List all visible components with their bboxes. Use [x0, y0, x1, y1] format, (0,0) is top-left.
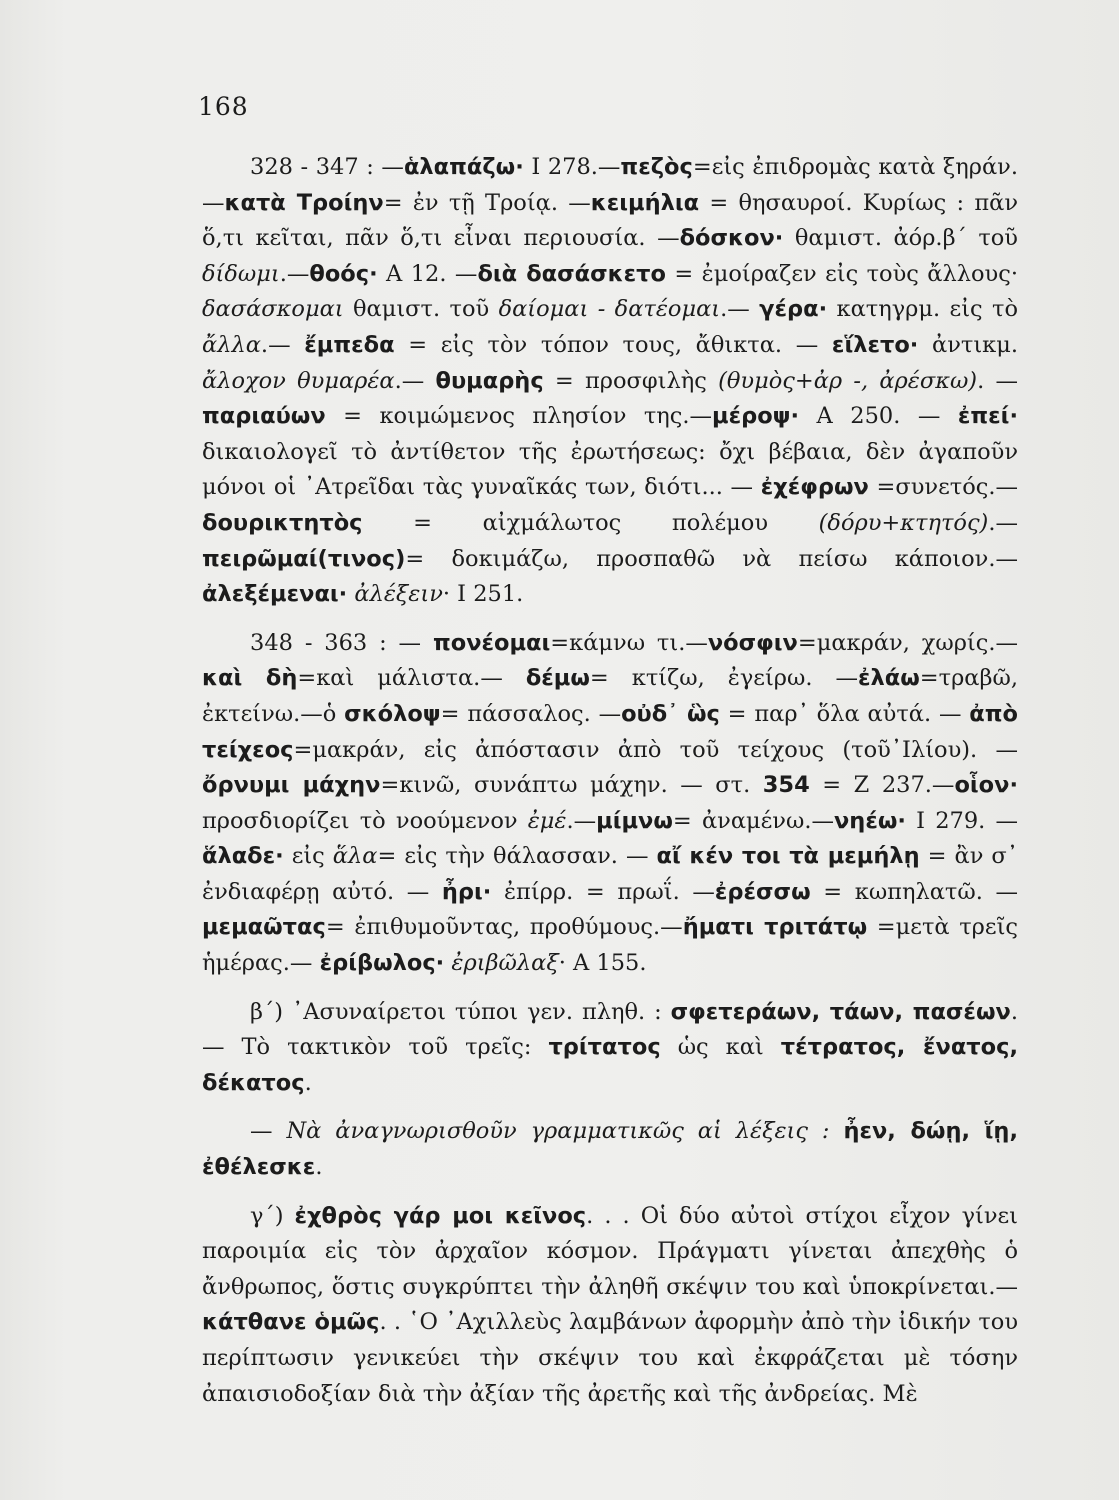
italic-form: ἄλοχον θυμαρέα: [202, 367, 395, 394]
lemma-term: δέμω: [525, 665, 590, 692]
lemma-term: μέροψ·: [712, 403, 800, 430]
text-run: =κάμνω τι.—: [550, 629, 708, 656]
lemma-term: ὄρνυμι μάχην: [202, 772, 381, 799]
text-run: =μακράν, χωρίς.—: [797, 629, 1018, 656]
lemma-term: οὐδ᾿ ὣς: [621, 700, 720, 727]
lemma-term: ἐρίβωλος·: [319, 950, 445, 977]
paragraph-exercise: [202, 1114, 1018, 1185]
text-run: 328 - 347 : —: [250, 154, 404, 180]
lemma-term: πειρῶμαί(τινος): [202, 545, 406, 572]
lemma-term: κάτθανε ὁμῶς: [202, 1309, 380, 1336]
lemma-term: δουρικτητὸς: [202, 509, 363, 536]
text-run: =καὶ μάλιστα.—: [297, 665, 526, 692]
text-run: προσδιορίζει τὸ νοούμενον: [202, 807, 528, 834]
text-run: = κτίζω, ἐγείρω. —: [589, 665, 858, 692]
lemma-term: γέρα·: [759, 296, 828, 323]
text-run: 348 - 363 : —: [250, 629, 433, 656]
text-run: . —: [977, 367, 1018, 394]
lemma-term: κειμήλια: [590, 189, 700, 216]
text-run: = αἰχμάλωτος πολέμου: [362, 509, 819, 536]
text-run: · Ι 251.: [442, 581, 524, 608]
text-run: .—: [566, 807, 597, 834]
lemma-term: ἀλεξέμεναι·: [202, 581, 348, 608]
italic-form: ἄλλα: [202, 331, 261, 358]
italic-form: ἀλέξειν: [354, 581, 443, 608]
text-run: = ἐν τῇ Τροίᾳ. —: [383, 189, 591, 216]
text-run: ἐπίρρ. = πρωΐ. —: [491, 878, 715, 905]
text-run: .—: [720, 296, 760, 323]
text-run: =μετὰ τρεῖς ἡμέρας.—: [202, 914, 1018, 977]
text-run: κατηγρμ. εἰς τὸ: [827, 296, 1018, 323]
lemma-term: σφετεράων, τάων, πασέων: [670, 998, 1011, 1025]
lemma-term: θυμαρὴς: [435, 367, 544, 394]
text-run: = κοιμώμενος πλησίον της.—: [325, 403, 713, 430]
lemma-term: 354: [762, 772, 810, 799]
lemma-term: ἐρέσσω: [714, 878, 811, 905]
lemma-term: αἴ κέν τοι τὰ μεμήλῃ: [656, 843, 920, 870]
text-run: —: [250, 1118, 287, 1145]
paragraph-beta: [202, 995, 1018, 1102]
text-run: θαμιστ. τοῦ: [343, 296, 499, 323]
text-run: = Ζ 237.—: [809, 772, 955, 799]
lemma-term: δόσκον·: [679, 225, 784, 252]
text-run: = προσφιλὴς: [543, 367, 719, 394]
lemma-term: θοός·: [309, 260, 378, 287]
lemma-term: μεμαῶτας: [202, 914, 326, 941]
text-run: . — Τὸ τακτικὸν τοῦ τρεῖς:: [202, 998, 1018, 1061]
italic-form: (δόρυ+κτητός): [818, 509, 989, 536]
text-run: .: [315, 1154, 323, 1181]
text-run: γ΄): [250, 1202, 295, 1229]
lemma-term: τρίτατος: [548, 1034, 661, 1061]
lemma-term: ἔμπεδα: [304, 331, 395, 358]
lemma-term: παριαύων: [202, 403, 326, 430]
lemma-term: ἐπεί·: [957, 403, 1018, 430]
text-run: = κωπηλατῶ. —: [810, 878, 1018, 905]
text-run: Ι 278.—: [523, 154, 621, 180]
lemma-term: πονέομαι: [432, 629, 551, 656]
text-run: = παρ᾿ ὅλα αὐτά. —: [719, 700, 970, 727]
text-run: Α 12. —: [377, 260, 478, 287]
lemma-term: ἤματι τριτάτῳ: [682, 914, 868, 941]
lemma-term: ἀπὸ τείχεος: [202, 700, 1018, 763]
lemma-term: ἐλάω: [857, 665, 920, 692]
paragraph-gamma: [202, 1199, 1018, 1413]
text-run: = ἐπιθυμοῦντας, προθύμους.—: [325, 914, 683, 941]
lemma-term: σκόλοψ: [344, 700, 441, 727]
lemma-term: μίμνω: [596, 807, 673, 834]
italic-form: δίδωμι: [202, 260, 280, 287]
text-run: =τραβῶ, ἐκτείνω.—ὁ: [202, 665, 1018, 727]
text-run: = εἰς τὴν θάλασσαν. —: [377, 843, 657, 870]
italic-form: (θυμὸς+ἀρ -, ἀρέσκω): [718, 367, 978, 394]
italic-form: δασάσκομαι: [202, 296, 344, 323]
lemma-term: εἵλετο·: [831, 331, 919, 358]
text-run: .—: [988, 509, 1018, 536]
italic-form: δαίομαι - δατέομαι: [498, 296, 721, 323]
lemma-term: νηέω·: [833, 807, 906, 834]
italic-form: ἐριβῶλαξ: [451, 950, 559, 977]
text-run: =συνετός.—: [868, 474, 1018, 501]
italic-form: Νὰ ἀναγνωρισθοῦν γραμματικῶς αἱ λέξεις :: [286, 1118, 830, 1145]
lemma-term: διὰ δασάσκετο: [477, 260, 666, 287]
lemma-term: οἷον·: [954, 772, 1018, 799]
paragraph-348-363: [202, 626, 1018, 982]
lemma-term: ἦεν, δώῃ, ἵῃ, ἐθέλεσκε: [202, 1118, 1018, 1181]
lemma-term: πεζὸς: [620, 154, 693, 180]
lemma-term: κατὰ Τροίην: [224, 189, 384, 216]
text-run: Ι 279. —: [905, 807, 1018, 834]
lemma-term: ἐχθρὸς γάρ μοι κεῖνος: [294, 1202, 587, 1229]
text-run: = ἂν σ᾿ ἐνδιαφέρῃ αὐτό. —: [202, 843, 1018, 905]
text-run: δικαιολογεῖ τὸ ἀντίθετον τῆς ἐρωτήσεως: ὄχι βέβαια, δὲν ἀγαποῦν μόνοι οἱ ᾿Ατρεῖδαι τὰς γυναῖκάς των, διότι... —: [202, 438, 1018, 501]
text-run: = πάσσαλος. —: [440, 700, 622, 727]
text-run: εἰς: [283, 843, 333, 870]
lemma-term: ἦρι·: [441, 878, 492, 905]
text-run: . . ῾Ο ᾿Αχιλλεὺς λαμβάνων ἀφορμὴν ἀπὸ τὴν ἰδικήν του περίπτωσιν γενικεύει τὴν σκέψιν του καὶ ἐκφράζεται μὲ τόσην ἀπαισιοδοξίαν διὰ τὴν ἀξίαν τῆς ἀρετῆς καὶ τῆς ἀνδρείας. Μὲ: [202, 1309, 1019, 1407]
text-run: =μακράν, εἰς ἀπόστασιν ἀπὸ τοῦ τείχους (τοῦ᾿Ιλίου). —: [293, 736, 1018, 763]
lemma-term: τέτρατος, ἔνατος, δέκατος: [202, 1034, 1019, 1096]
text-run: .—: [279, 260, 310, 287]
text-run: = θησαυροί. Κυρίως : πᾶν ὅ,τι κεῖται, πᾶν ὅ,τι εἶναι περιουσία. —: [202, 189, 1019, 252]
text-run: = ἐμοίραζεν εἰς τοὺς ἄλλους·: [665, 260, 1018, 287]
text-run: .—: [260, 331, 305, 358]
text-run: ἀντικμ.: [918, 331, 1018, 358]
text-run: [830, 1118, 844, 1144]
paragraph-328-347: [202, 150, 1018, 613]
lemma-term: ἅλαδε·: [202, 843, 284, 870]
lemma-term: ἐχέφρων: [760, 474, 869, 501]
text-run: θαμιστ. ἀόρ.β΄ τοῦ: [783, 225, 1018, 252]
text-run: · Α 155.: [558, 950, 647, 977]
text-run: =κινῶ, συνάπτω μάχην. — στ.: [380, 772, 763, 799]
lemma-term: ἁλαπάζω·: [403, 154, 524, 180]
page-number: 168: [198, 92, 249, 121]
text-run: ὡς καὶ: [660, 1034, 781, 1061]
lemma-term: καὶ δὴ: [202, 665, 298, 692]
text-run: =εἰς ἐπιδρομὰς κατὰ ξηράν.—: [202, 154, 1018, 216]
italic-form: ἐμέ: [527, 807, 567, 834]
text-run: .—: [394, 367, 436, 394]
text-run: β΄) ᾿Ασυναίρετοι τύποι γεν. πληθ. :: [250, 998, 671, 1025]
commentary-text: [202, 150, 1018, 1412]
lemma-term: νόσφιν: [707, 629, 798, 656]
text-run: . . . Οἱ δύο αὐτοὶ στίχοι εἶχον γίνει παροιμία εἰς τὸν ἀρχαῖον κόσμον. Πράγματι γίνεται ἀπεχθὴς ὁ ἄνθρωπος, ὅστις συγκρύπτει τὴν ἀληθῆ σκέψιν του καὶ ὑποκρίνεται.—: [202, 1202, 1018, 1300]
text-run: .: [304, 1069, 312, 1096]
text-run: = εἰς τὸν τόπον τους, ἄθικτα. —: [394, 331, 832, 358]
text-run: = ἀναμένω.—: [672, 807, 834, 834]
text-run: = δοκιμάζω, προσπαθῶ νὰ πείσω κάποιον.—: [405, 545, 1018, 572]
italic-form: ἅλα: [332, 843, 378, 870]
text-run: Α 250. —: [799, 403, 958, 430]
